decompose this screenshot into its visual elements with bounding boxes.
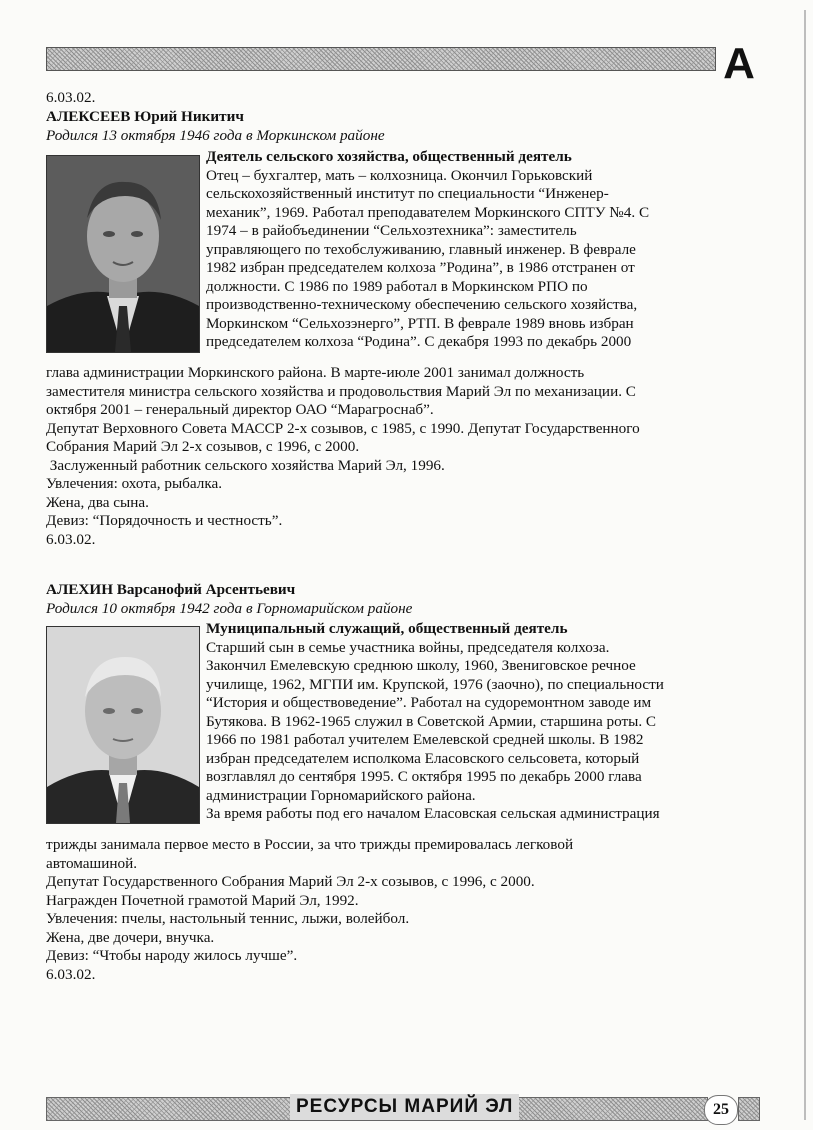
entry-1-date-top: 6.03.02. bbox=[46, 89, 96, 106]
entry-2-full-line: автомашиной. bbox=[46, 854, 137, 872]
entry-2-column-line: 1966 по 1981 работал учителем Емелевской средней школы. В 1982 bbox=[206, 731, 644, 748]
entry-2-column-line: Закончил Емелевскую среднюю школу, 1960, Звениговское речное bbox=[206, 657, 636, 674]
entry-2-full-line: Девиз: “Чтобы народу жилось лучше”. bbox=[46, 947, 298, 964]
entry-1-column-line: Моркинском “Сельхозэнерго”, РТП. В феврале 1989 вновь избран bbox=[206, 314, 634, 332]
section-letter: А bbox=[723, 39, 755, 88]
entry-2-date-bottom: 6.03.02. bbox=[46, 965, 96, 983]
entry-1-full-line: Увлечения: охота, рыбалка. bbox=[46, 475, 223, 492]
entry-1-column-line: управляющего по техобслуживанию, главный инженер. В феврале bbox=[206, 240, 636, 258]
entry-2-column-line: училище, 1962, МГПИ им. Крупской, 1976 (заочно), по специальности bbox=[206, 675, 664, 693]
entry-2-full-line: Награжден Почетной грамотой Марий Эл, 1992. bbox=[46, 891, 359, 909]
entry-2-column-line: За время работы под его началом Еласовская сельская администрация bbox=[206, 805, 660, 822]
entry-1-column-line: должности. С 1986 по 1989 работал в Моркинском РПО по bbox=[206, 277, 588, 295]
entry-1-full-line: заместителя министра сельского хозяйства и продовольствия Марий Эл по механизации. С bbox=[46, 382, 636, 400]
entry-1-column-text bbox=[206, 148, 649, 352]
entry-1-column-line: 1982 избран председателем колхоза ”Родина”, в 1986 отстранен от bbox=[206, 259, 635, 276]
entry-1-column-line: механик”, 1969. Работал преподавателем Моркинского СПТУ №4. С bbox=[206, 203, 650, 221]
entry-2-full-line: Увлечения: пчелы, настольный теннис, лыжи, волейбол. bbox=[46, 910, 410, 927]
entry-1-column-line: 1974 – в райобъединении “Сельхозтехника”: заместитель bbox=[206, 222, 577, 239]
entry-1-born: Родился 13 октября 1946 года в Моркинском районе bbox=[46, 127, 385, 144]
entry-1-full-line: Жена, два сына. bbox=[46, 493, 149, 511]
entry-1-full-line: Заслуженный работник сельского хозяйства Марий Эл, 1996. bbox=[46, 456, 445, 474]
entry-1-column-line: председателем колхоза “Родина”. С декабря 1993 по декабрь 2000 bbox=[206, 333, 632, 350]
entry-1-column-line: производственно-техническому обеспечению сельского хозяйства, bbox=[206, 296, 638, 313]
entry-2-full-line: Жена, две дочери, внучка. bbox=[46, 928, 215, 946]
entry-1-column-line: сельскохозяйственный институт по специальности “Инженер- bbox=[206, 185, 609, 202]
page-edge bbox=[804, 10, 806, 1120]
entry-1-full-line: глава администрации Моркинского района. В марте-июле 2001 занимал должность bbox=[46, 364, 585, 381]
entry-1-date-bottom: 6.03.02. bbox=[46, 530, 96, 548]
entry-1-portrait bbox=[46, 155, 200, 353]
entry-2-full-line: трижды занимала первое место в России, за что трижды премировалась легковой bbox=[46, 836, 574, 853]
entry-2-column-line: избран председателем исполкома Еласовского сельсовета, который bbox=[206, 749, 640, 767]
footer-band-tail bbox=[738, 1097, 760, 1121]
entry-2-portrait bbox=[46, 626, 200, 824]
entry-2-column-line: администрации Горномарийского района. bbox=[206, 786, 476, 804]
entry-1-full-line: Девиз: “Порядочность и честность”. bbox=[46, 512, 283, 529]
journal-title: РЕСУРСЫ МАРИЙ ЭЛ bbox=[290, 1094, 519, 1120]
entry-1-name: АЛЕКСЕЕВ Юрий Никитич bbox=[46, 108, 244, 125]
entry-2-born: Родился 10 октября 1942 года в Горномарийском районе bbox=[46, 600, 413, 617]
entry-2-column-text bbox=[206, 620, 664, 824]
entry-2-column-line: Старший сын в семье участника войны, председателя колхоза. bbox=[206, 638, 610, 656]
page-number: 25 bbox=[704, 1095, 738, 1125]
entry-1-column-line: Отец – бухгалтер, мать – колхозница. Окончил Горьковский bbox=[206, 166, 593, 184]
entry-1-full-text bbox=[46, 364, 640, 549]
header-band bbox=[46, 47, 716, 71]
entry-2-name: АЛЕХИН Варсанофий Арсентьевич bbox=[46, 581, 296, 598]
entry-1-full-line: Собрания Марий Эл 2-х созывов, с 1996, с 2000. bbox=[46, 438, 360, 455]
entry-2-column-line: Бутякова. В 1962-1965 служил в Советской Армии, старшина роты. С bbox=[206, 712, 657, 730]
entry-2-full-text bbox=[46, 836, 573, 984]
entry-2-column-line: возглавлял до сентября 1995. С октября 1995 по декабрь 2000 глава bbox=[206, 768, 642, 785]
entry-1-full-line: Депутат Верховного Совета МАССР 2-х созывов, с 1985, с 1990. Депутат Государственного bbox=[46, 419, 640, 437]
entry-2-full-line: Депутат Государственного Собрания Марий Эл 2-х созывов, с 1996, с 2000. bbox=[46, 873, 535, 890]
entry-2-heading: Муниципальный служащий, общественный деятель bbox=[206, 620, 568, 637]
entry-1-heading: Деятель сельского хозяйства, общественный деятель bbox=[206, 148, 572, 165]
entry-2-column-line: “История и обществоведение”. Работал на судоремонтном заводе им bbox=[206, 694, 652, 711]
entry-1-full-line: октября 2001 – генеральный директор ОАО “Марагроснаб”. bbox=[46, 401, 434, 418]
